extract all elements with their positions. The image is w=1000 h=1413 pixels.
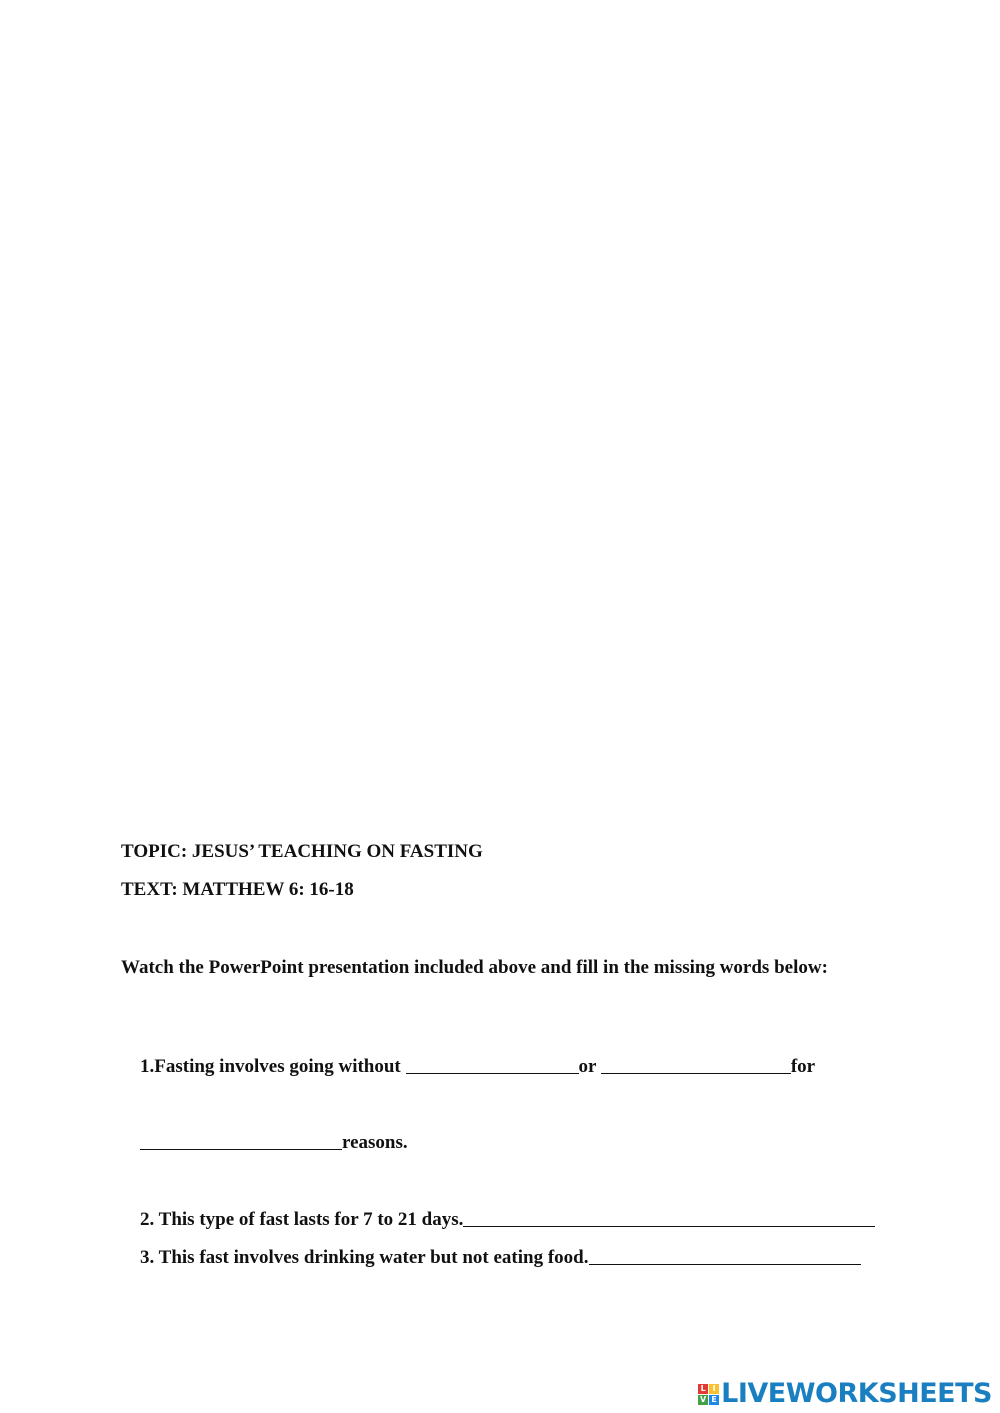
text-reference: TEXT: MATTHEW 6: 16-18 [121,879,354,900]
question-2-text: 2. This type of fast lasts for 7 to 21 days. [140,1209,464,1230]
question-1-text-c: for [790,1056,816,1077]
question-1-text-a: 1.Fasting involves going without [140,1056,406,1077]
question-3-text: 3. This fast involves drinking water but not eating food. [140,1247,589,1268]
question-1-line-1 [121,1035,815,1095]
answer-blank-1[interactable] [406,1054,579,1074]
question-1-text-b: or [578,1056,601,1077]
logo-mark-i: I [709,1384,719,1394]
answer-blank-3[interactable] [140,1130,342,1150]
answer-blank-5[interactable] [589,1245,861,1265]
logo-mark-e: E [709,1395,719,1405]
instructions: Watch the PowerPoint presentation included above and fill in the missing words below: [121,957,828,978]
answer-blank-2[interactable] [601,1054,791,1074]
topic-heading: TOPIC: JESUS’ TEACHING ON FASTING [121,841,483,862]
logo-mark-v: V [700,1394,707,1404]
liveworksheets-logo-text: LIVEWORKSHEETS [721,1378,992,1409]
question-1-line-2 [121,1111,408,1171]
logo-mark-l: L [698,1384,708,1394]
question-1-text-d: reasons. [342,1132,408,1153]
liveworksheets-logo [698,1379,992,1409]
liveworksheets-logo-mark-icon [698,1384,719,1405]
answer-blank-4[interactable] [463,1207,875,1227]
question-3 [121,1226,861,1286]
